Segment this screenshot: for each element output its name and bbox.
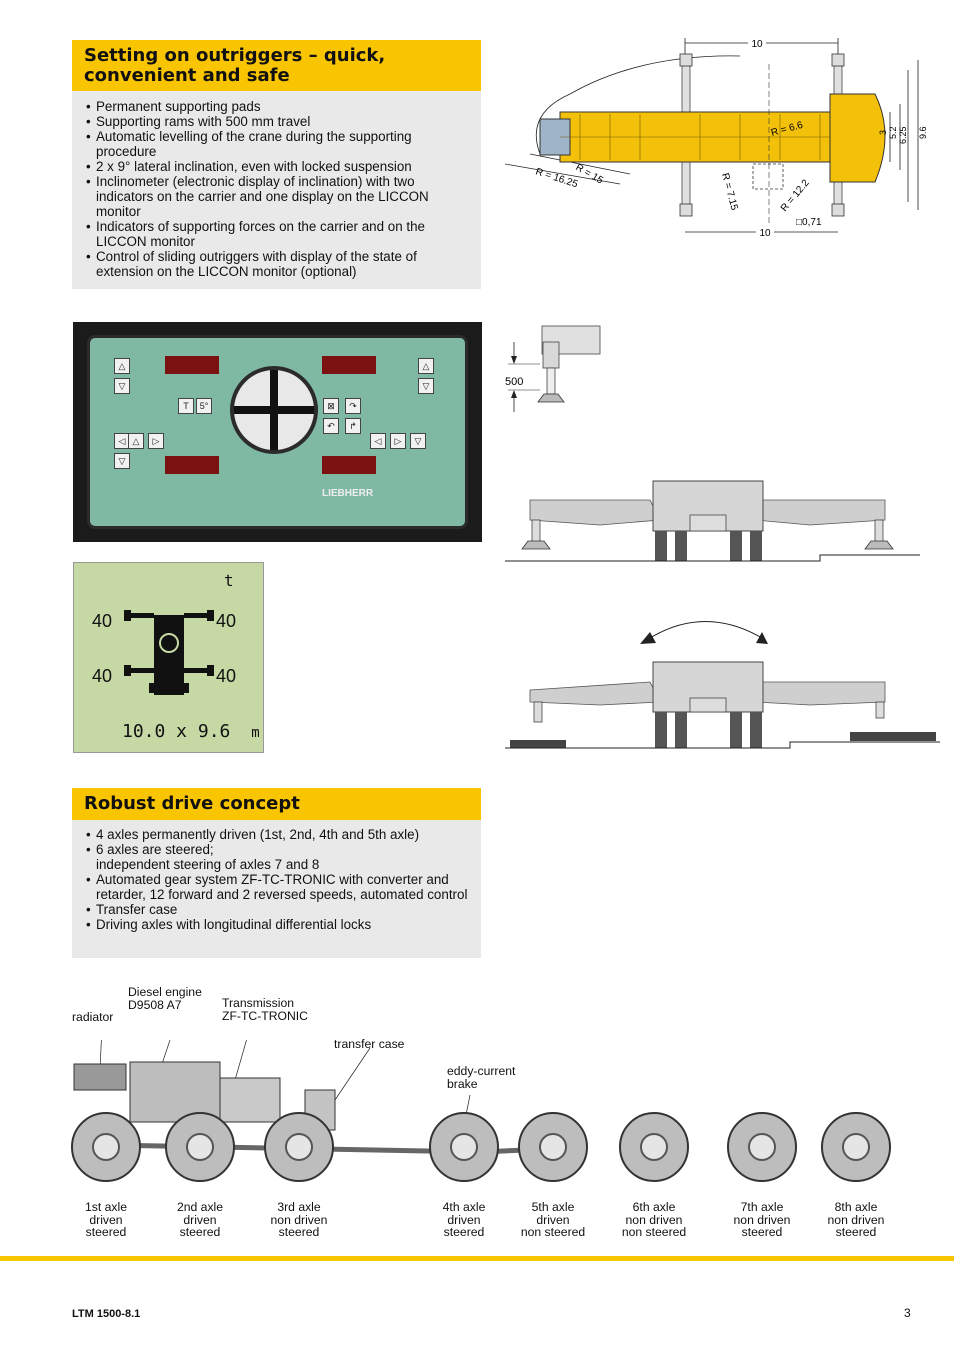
- radius-12: R = 12.2: [778, 177, 812, 214]
- wheel-hub: [186, 1133, 214, 1161]
- wheel: [619, 1112, 689, 1182]
- outriggers-bullet: • Inclinometer (electronic display of inclination) with two indicators on the carrier and one display on the LICCON monitor: [86, 174, 469, 219]
- outriggers-body: [72, 91, 481, 289]
- dim-right-2: 6.25: [898, 126, 908, 144]
- footer-rule: [0, 1256, 954, 1261]
- outriggers-bullet: • Permanent supporting pads: [86, 99, 469, 114]
- wheel: [264, 1112, 334, 1182]
- radius-6: R = 6.6: [769, 119, 805, 139]
- outriggers-section: [72, 40, 481, 289]
- panel-button: △: [128, 433, 144, 449]
- outriggers-bullet: • 2 x 9° lateral inclination, even with locked suspension: [86, 159, 469, 174]
- panel-button: T: [178, 398, 194, 414]
- drive-bullet: • Automated gear system ZF-TC-TRONIC with converter and retarder, 12 forward and 2 reversed speeds, automated control: [86, 872, 469, 902]
- panel-button: ↷: [345, 398, 361, 414]
- panel-button: ▷: [390, 433, 406, 449]
- dim-right-0: 3: [878, 129, 888, 135]
- panel-button: ◁: [370, 433, 386, 449]
- panel-button: △: [418, 358, 434, 374]
- led-display-br: [322, 456, 376, 474]
- label-brake: eddy-current brake: [447, 1064, 516, 1091]
- drive-bullet: • 6 axles are steered; independent steering of axles 7 and 8: [86, 842, 469, 872]
- outriggers-bullet: • Indicators of supporting forces on the carrier and on the LICCON monitor: [86, 219, 469, 249]
- panel-face: [87, 335, 468, 529]
- label-transfer-case: transfer case: [334, 1037, 405, 1051]
- wheel: [821, 1112, 891, 1182]
- wheel-hub: [285, 1133, 313, 1161]
- axle-label: 5th axle driven non steered: [520, 1200, 586, 1239]
- outriggers-title: Setting on outriggers – quick, convenient and safe: [72, 40, 481, 91]
- panel-button: ▷: [148, 433, 164, 449]
- radius-16: R = 16.25: [534, 166, 579, 191]
- drive-bullet: • Transfer case: [86, 902, 469, 917]
- radius-15: R = 15: [573, 162, 605, 187]
- wheel: [429, 1112, 499, 1182]
- label-transmission: Transmission ZF-TC-TRONIC: [222, 996, 308, 1023]
- monitor-extension-unit: m: [251, 725, 260, 741]
- monitor-unit: t: [224, 571, 234, 590]
- wheel: [518, 1112, 588, 1182]
- drive-bullet: • 4 axles permanently driven (1st, 2nd, 4th and 5th axle): [86, 827, 469, 842]
- front-view-tilted: [500, 610, 940, 755]
- footer-page: 3: [904, 1306, 911, 1320]
- outriggers-bullet: • Supporting rams with 500 mm travel: [86, 114, 469, 129]
- monitor-extension: [122, 721, 260, 742]
- drive-title: Robust drive concept: [72, 788, 481, 820]
- monitor-force-fr: 40: [216, 611, 237, 631]
- panel-button: ▽: [410, 433, 426, 449]
- monitor-force-rl: 40: [92, 666, 113, 686]
- wheel: [165, 1112, 235, 1182]
- panel-button: ▽: [114, 378, 130, 394]
- label-radiator: radiator: [72, 1010, 114, 1024]
- panel-button: ▽: [114, 453, 130, 469]
- axle-label: 6th axle non driven non steered: [621, 1200, 687, 1239]
- axle-label: 2nd axle driven steered: [176, 1200, 224, 1239]
- liccon-monitor: [73, 562, 264, 753]
- label-engine: Diesel engine D9508 A7: [128, 985, 202, 1012]
- led-display-tr: [322, 356, 376, 374]
- outriggers-bullet-list: [86, 99, 469, 279]
- axle-label: 8th axle non driven steered: [827, 1200, 885, 1239]
- crane-plan-drawing: [500, 34, 940, 244]
- wheel-hub: [92, 1133, 120, 1161]
- monitor-carrier-icon: [124, 603, 214, 703]
- drive-section: [72, 788, 481, 958]
- wheel-hub: [748, 1133, 776, 1161]
- panel-button: ◁: [114, 433, 130, 449]
- monitor-force-rr: 40: [216, 666, 237, 686]
- outriggers-bullet: • Control of sliding outriggers with display of the state of extension on the LICCON monitor (optional): [86, 249, 469, 279]
- pad-size: □0,71: [796, 217, 822, 228]
- axle-label: 4th axle driven steered: [442, 1200, 486, 1239]
- led-display-tl: [165, 356, 219, 374]
- ram-travel: 500: [505, 376, 524, 388]
- wheel-hub: [640, 1133, 668, 1161]
- monitor-force-fl: 40: [92, 611, 113, 631]
- front-view-level: [500, 475, 920, 570]
- inclinometer-dial: [230, 366, 318, 454]
- panel-button: △: [114, 358, 130, 374]
- dim-right-3: 9.6: [918, 126, 928, 139]
- dim-bottom: 10: [759, 228, 771, 239]
- wheel: [727, 1112, 797, 1182]
- wheel-hub: [842, 1133, 870, 1161]
- drive-bullet-list: [86, 827, 469, 932]
- control-panel-photo: [73, 322, 482, 542]
- ram-detail-drawing: [500, 322, 610, 422]
- panel-button: ↶: [323, 418, 339, 434]
- panel-button: ↱: [345, 418, 361, 434]
- radius-7: R = 7.15: [719, 171, 740, 212]
- axle-label: 3rd axle non driven steered: [270, 1200, 328, 1239]
- led-display-bl: [165, 456, 219, 474]
- dim-right-1: 5.2: [888, 126, 898, 139]
- wheel-hub: [539, 1133, 567, 1161]
- brand-label: LIEBHERR: [322, 488, 374, 499]
- axle-label: 1st axle driven steered: [84, 1200, 127, 1239]
- dim-top: 10: [751, 39, 763, 50]
- wheel: [71, 1112, 141, 1182]
- footer-model: LTM 1500-8.1: [72, 1308, 141, 1320]
- wheel-hub: [450, 1133, 478, 1161]
- axle-label: 7th axle non driven steered: [733, 1200, 791, 1239]
- panel-button: 5°: [196, 398, 212, 414]
- panel-button: ⊠: [323, 398, 339, 414]
- monitor-extension-value: 10.0 x 9.6: [122, 721, 231, 742]
- outriggers-bullet: • Automatic levelling of the crane during the supporting procedure: [86, 129, 469, 159]
- panel-button: ▽: [418, 378, 434, 394]
- drive-body: [72, 820, 481, 958]
- drive-bullet: • Driving axles with longitudinal differential locks: [86, 917, 469, 932]
